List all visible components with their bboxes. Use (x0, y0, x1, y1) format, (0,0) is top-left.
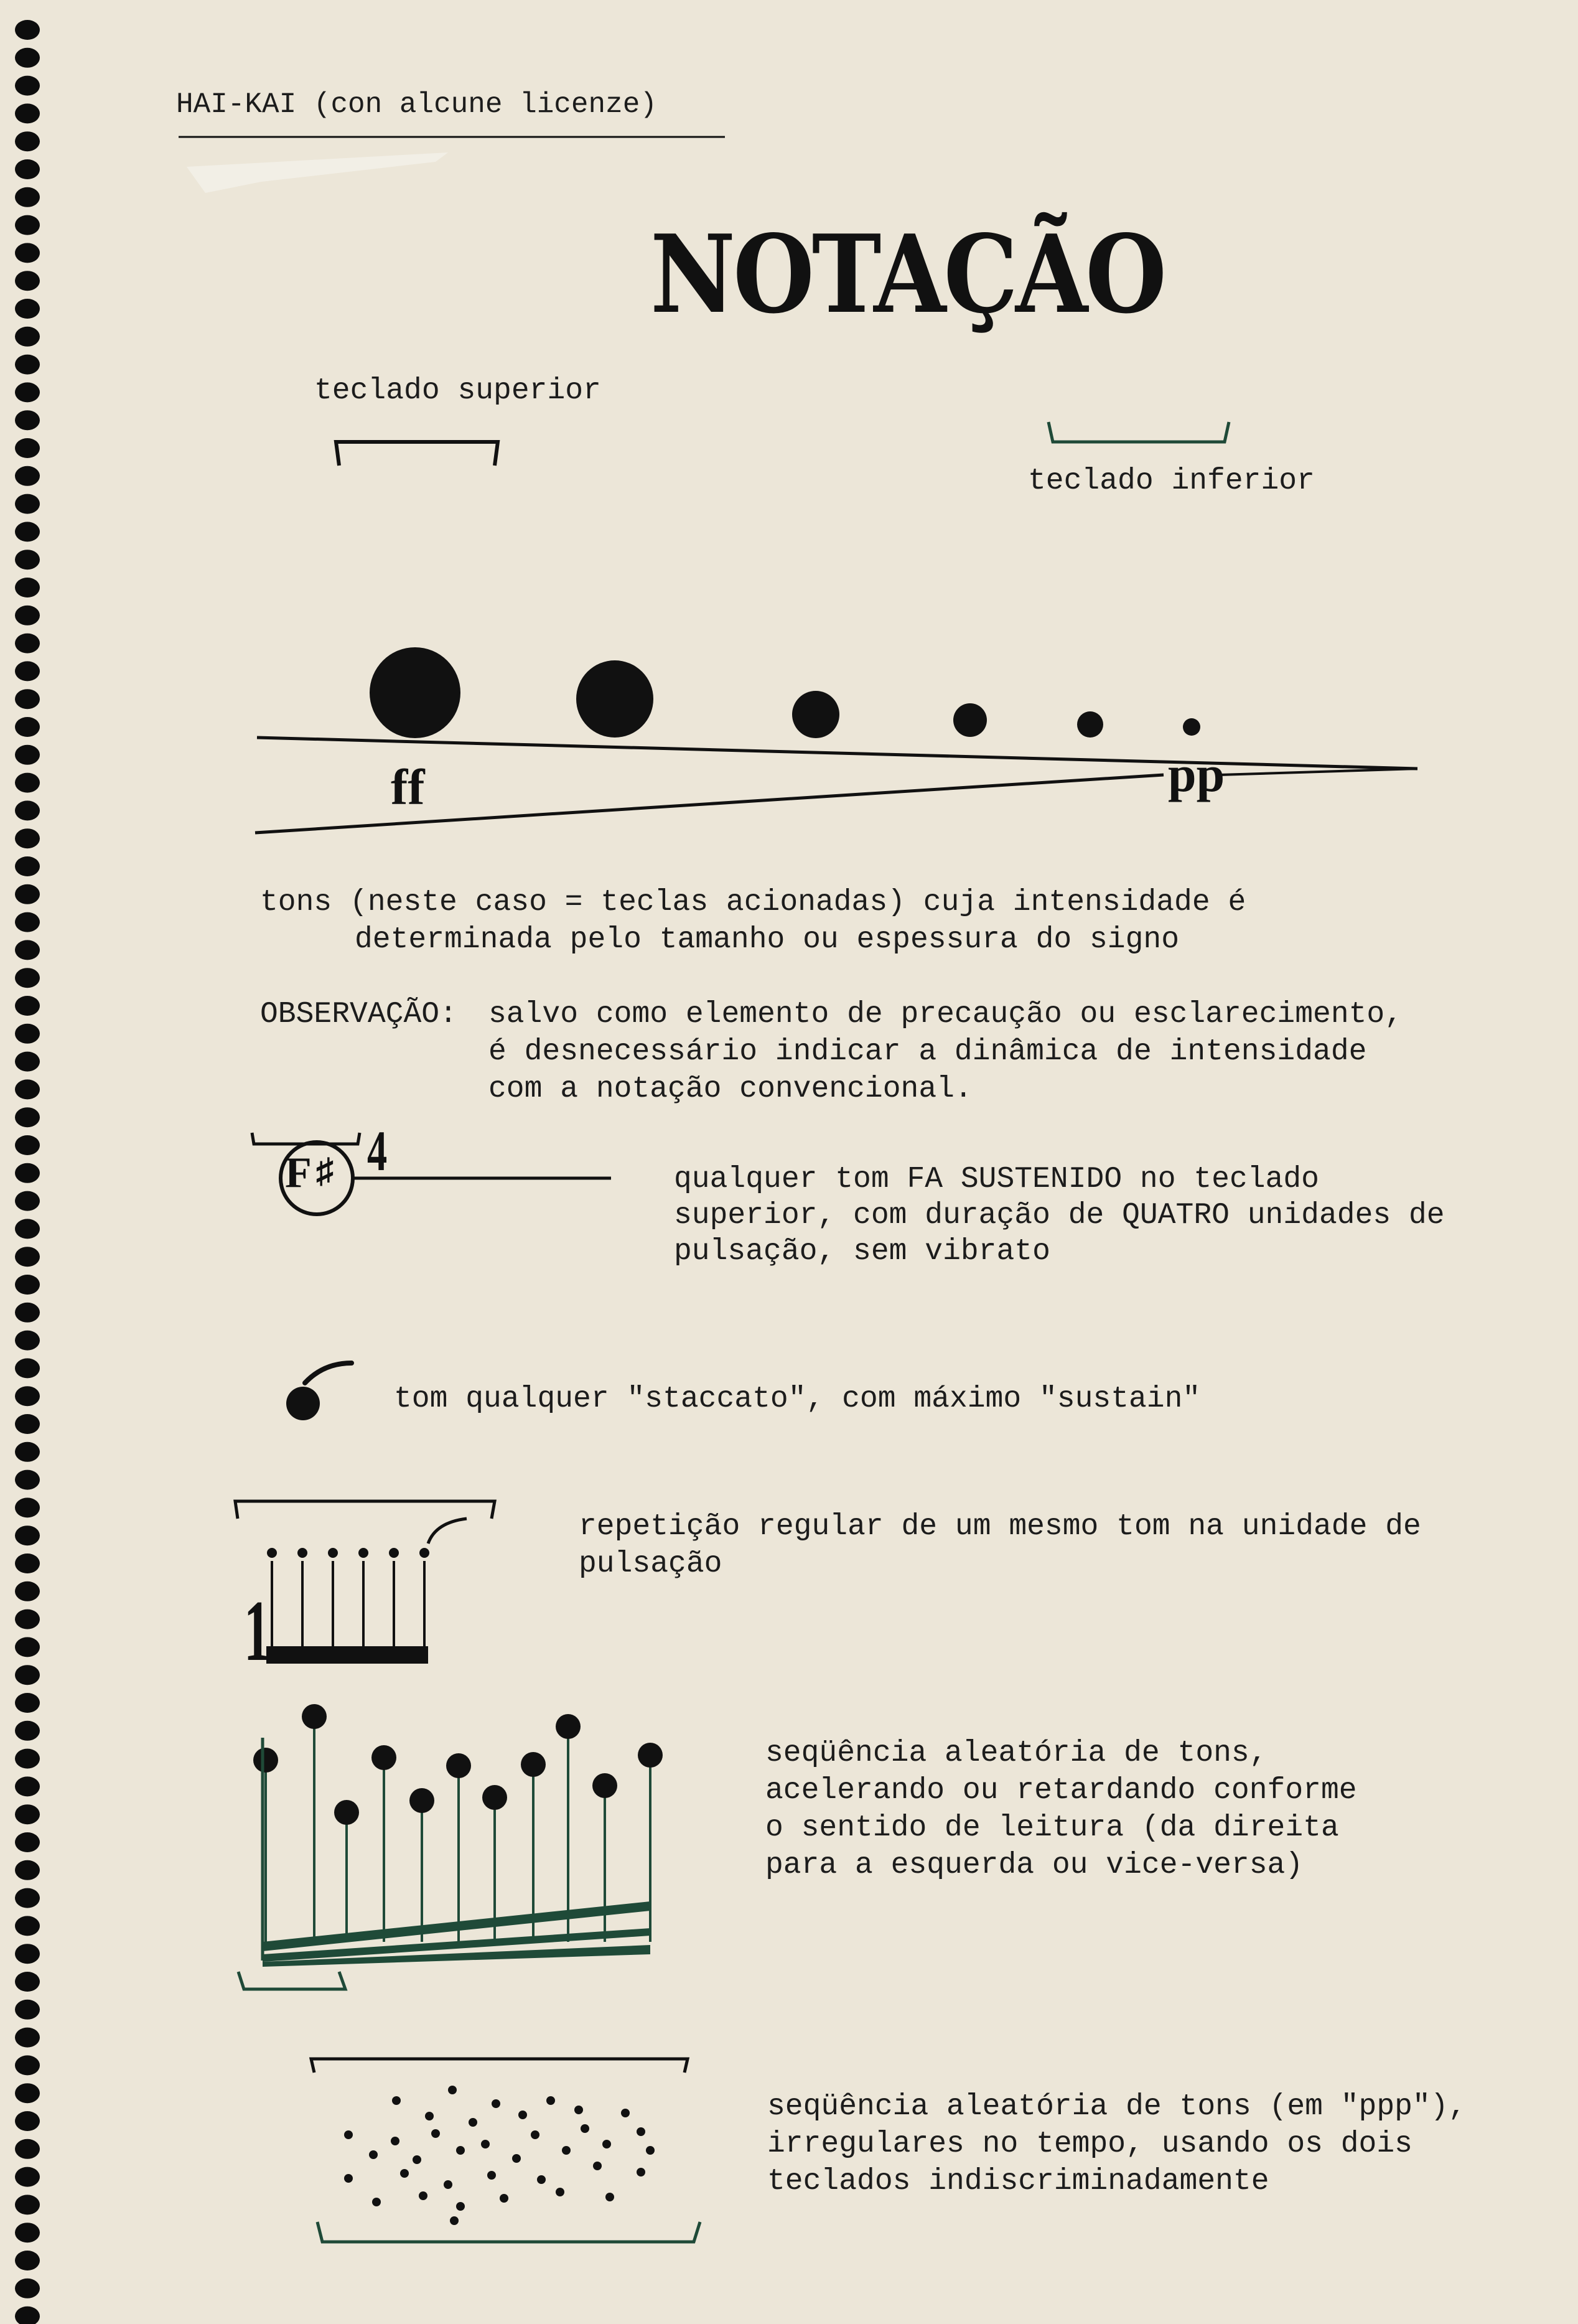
repetition-stems (267, 1548, 429, 1648)
dynamic-ff: ff (391, 759, 425, 815)
staccato-text: tom qualquer "staccato", com máximo "sustain" (394, 1382, 1201, 1416)
dynamic-pp: pp (1168, 746, 1225, 802)
sequence-line-2: acelerando ou retardando conforme (765, 1774, 1357, 1807)
fsharp-line-2: superior, com duração de QUATRO unidades de (674, 1199, 1445, 1232)
sequence-stems (253, 1704, 663, 1942)
sequence-note (253, 1748, 278, 1773)
tone-dot-ff (370, 647, 460, 738)
random-line-3: teclados indiscriminadamente (767, 2165, 1269, 2198)
observation-line-2: é desnecessário indicar a dinâmica de intensidade (488, 1035, 1367, 1069)
random-line-2: irregulares no tempo, usando os dois (767, 2127, 1412, 2161)
random-dot (413, 2155, 421, 2164)
sequence-lower-bracket (238, 1972, 345, 1989)
random-dot (531, 2130, 539, 2139)
sequence-line-3: o sentido de leitura (da direita (765, 1811, 1339, 1845)
random-dot (556, 2188, 564, 2196)
repetition-dot (419, 1548, 429, 1558)
random-dot (593, 2162, 602, 2170)
random-dot (492, 2099, 500, 2108)
random-dot (637, 2127, 645, 2136)
random-dot (456, 2202, 465, 2211)
fsharp-line-3: pulsação, sem vibrato (674, 1235, 1050, 1268)
random-dot (392, 2096, 401, 2105)
random-lower-bracket (317, 2222, 700, 2242)
sequence-note (521, 1752, 546, 1777)
random-dot (537, 2175, 546, 2184)
random-dot (581, 2124, 589, 2133)
random-line-1: seqüência aleatória de tons (em "ppp"), (767, 2090, 1467, 2124)
random-dot (574, 2106, 583, 2114)
random-dot (605, 2193, 614, 2201)
repetition-dot (267, 1548, 277, 1558)
tone-dot-pp (1183, 718, 1200, 736)
random-dot (562, 2146, 571, 2155)
random-dot (469, 2118, 477, 2127)
fsharp-line-1: qualquer tom FA SUSTENIDO no teclado (674, 1163, 1319, 1196)
tone-dot-mp (953, 703, 987, 737)
sequence-note (371, 1745, 396, 1770)
random-upper-bracket (311, 2059, 688, 2073)
repetition-dot (297, 1548, 307, 1558)
random-dot (372, 2198, 381, 2206)
sequence-note (638, 1743, 663, 1768)
tone-dot-p (1077, 711, 1103, 738)
random-dot (431, 2129, 440, 2138)
sustain-arc (305, 1363, 352, 1383)
random-dot (400, 2169, 409, 2178)
random-dot (602, 2140, 611, 2148)
observation-label: OBSERVAÇÃO: (260, 998, 457, 1031)
repetition-line-2: pulsação (579, 1547, 722, 1581)
random-dot (546, 2096, 555, 2105)
random-dot (344, 2130, 353, 2139)
random-dot (448, 2086, 457, 2094)
repetition-unit-number: 1 (244, 1583, 270, 1679)
random-dot (425, 2112, 434, 2120)
page-title: NOTAÇÃO (650, 212, 1165, 338)
hairpin-upper (257, 738, 1417, 769)
random-dot (646, 2146, 655, 2155)
repetition-bracket (235, 1501, 495, 1519)
sequence-line-4: para a esquerda ou vice-versa) (765, 1848, 1304, 1882)
sharp-icon: ♯ (316, 1152, 334, 1191)
random-dot (369, 2150, 378, 2159)
tone-dot-mf (792, 691, 839, 738)
hairpin-tail (1220, 769, 1417, 775)
random-dot (481, 2140, 490, 2148)
sequence-note (302, 1704, 327, 1729)
random-dot (456, 2146, 465, 2155)
random-dot (419, 2191, 427, 2200)
random-scatter-dots (344, 2086, 655, 2225)
lower-keyboard-bracket (1048, 422, 1229, 442)
random-dot (487, 2171, 496, 2180)
sequence-note (556, 1714, 581, 1739)
sequence-line-1: seqüência aleatória de tons, (765, 1736, 1268, 1770)
sequence-note (482, 1785, 507, 1810)
duration-number: 4 (367, 1119, 388, 1183)
repetition-dot (328, 1548, 338, 1558)
upper-keyboard-label: teclado superior (314, 374, 601, 408)
paper-smudge (187, 152, 448, 193)
observation-line-1: salvo como elemento de precaução ou esclarecimento, (488, 998, 1403, 1031)
random-dot (500, 2194, 508, 2203)
repetition-line-1: repetição regular de um mesmo tom na unidade de (579, 1510, 1421, 1544)
observation-line-3: com a notação convencional. (488, 1072, 973, 1106)
upper-keyboard-bracket (336, 442, 498, 466)
lower-keyboard-label: teclado inferior (1028, 464, 1315, 498)
staccato-dot (286, 1387, 320, 1420)
repetition-beam (266, 1646, 428, 1664)
random-dot (450, 2216, 459, 2225)
repetition-sustain-arc (428, 1519, 467, 1544)
random-dot (512, 2154, 521, 2163)
tones-line-1: tons (neste caso = teclas acionadas) cuja intensidade é (260, 886, 1246, 919)
tones-line-2: determinada pelo tamanho ou espessura do signo (355, 923, 1180, 957)
fsharp-letter: F (285, 1149, 312, 1197)
random-dot (344, 2174, 353, 2183)
tone-dot-f (576, 660, 653, 738)
sequence-note (334, 1800, 359, 1825)
repetition-dot (358, 1548, 368, 1558)
random-dot (621, 2109, 630, 2117)
sequence-note (446, 1753, 471, 1778)
sequence-note (409, 1788, 434, 1813)
sequence-note (592, 1773, 617, 1798)
header-title: HAI-KAI (con alcune licenze) (176, 88, 657, 121)
random-dot (444, 2180, 452, 2189)
random-dot (391, 2137, 399, 2145)
repetition-dot (389, 1548, 399, 1558)
random-dot (637, 2168, 645, 2176)
random-dot (518, 2111, 527, 2119)
